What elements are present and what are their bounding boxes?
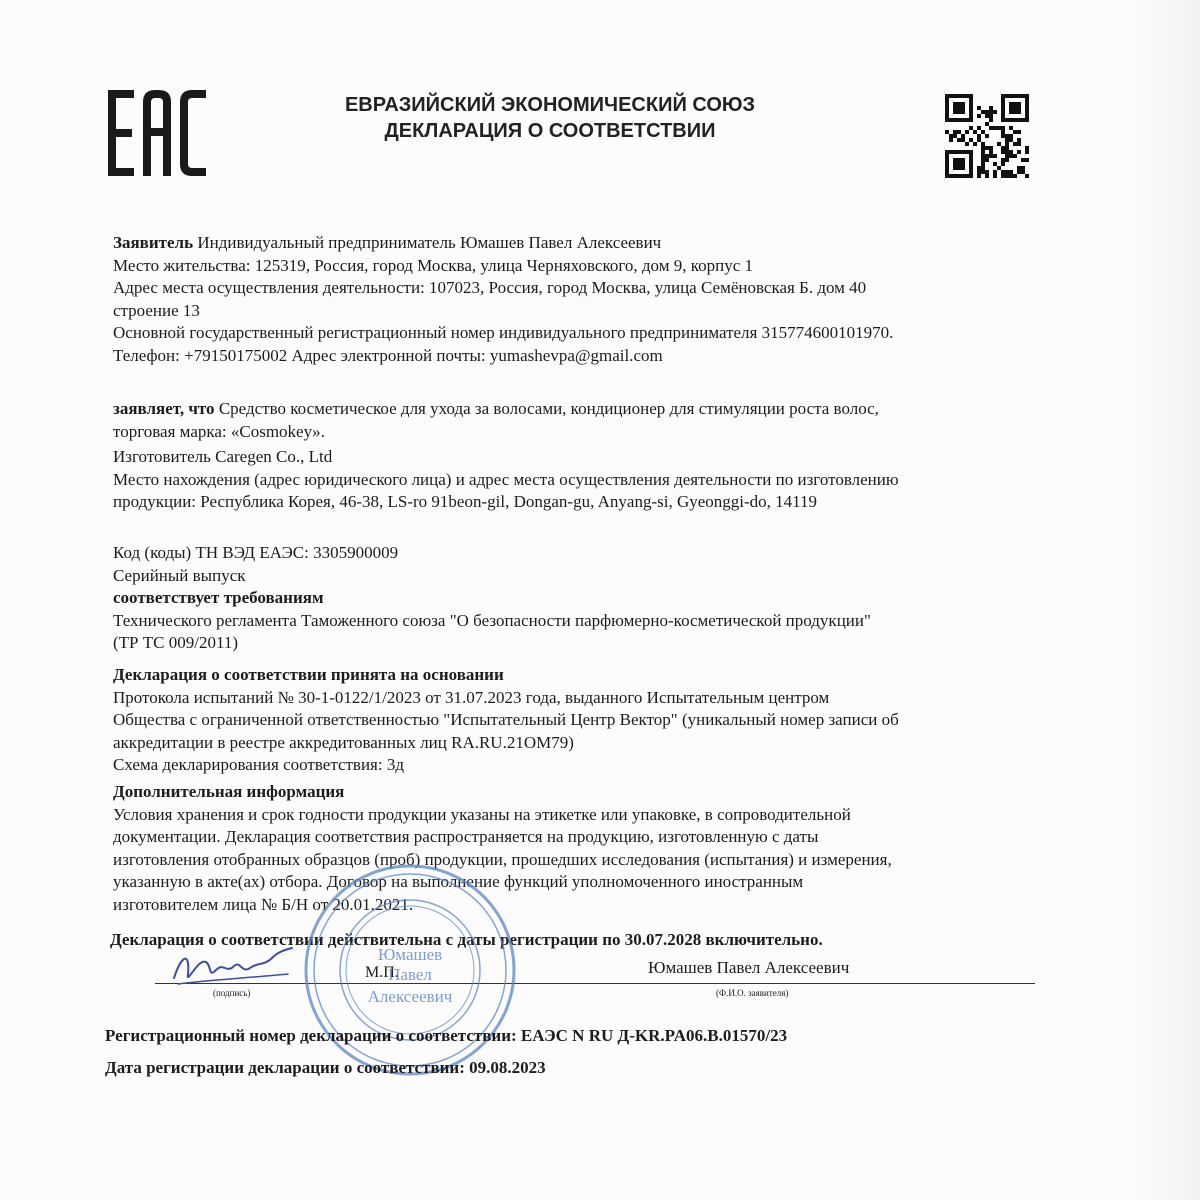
basis-line-3: аккредитации в реестре аккредитованных лиц RA.RU.21OM79) — [113, 732, 574, 752]
stamp-text-3: Алексеевич — [367, 987, 453, 1006]
additional-line-2: документации. Декларация соответствия распространяется на продукцию, изготовленную с даты — [113, 827, 819, 846]
additional-label: Дополнительная информация — [113, 782, 345, 801]
declaration-scheme: Схема декларирования соответствия: 3д — [113, 755, 404, 774]
basis-line-2: Общества с ограниченной ответственностью "Испытательный Центр Вектор" (уникальный номер записи об — [113, 710, 899, 729]
product-trademark: торговая марка: «Cosmokey». — [113, 421, 325, 441]
qr-code-icon — [945, 94, 1029, 178]
validity-statement: Декларация о соответствии действительна с даты регистрации по 30.07.2028 включительно. — [110, 930, 823, 949]
handwritten-signature — [168, 944, 298, 992]
declares-label: заявляет, что — [113, 399, 215, 418]
signature-caption: (подпись) — [213, 988, 251, 998]
product-description: Средство косметическое для ухода за волосами, кондиционер для стимуляции роста волос, — [214, 399, 879, 418]
hs-code: Код (коды) ТН ВЭД ЕАЭС: 3305900009 — [113, 543, 399, 562]
qr-code — [945, 94, 1029, 178]
additional-info-section — [113, 781, 1073, 916]
additional-line-1: Условия хранения и срок годности продукции указаны на этикетке или упаковке, в сопроводительной — [113, 804, 851, 824]
additional-line-5: изготовителем лица № Б/Н от 20.01.2021. — [113, 894, 414, 914]
applicant-activity-address: Адрес места осуществления деятельности: 107023, Россия, город Москва, улица Семёновская Б. дом 40 — [113, 278, 867, 297]
seal-placeholder-label: М.П. — [365, 964, 399, 981]
applicant-contacts: Телефон: +79150175002 Адрес электронной почты: yumashevpa@gmail.com — [113, 345, 663, 365]
registration-date: Дата регистрации декларации о соответствии: 09.08.2023 — [105, 1058, 546, 1077]
conformity-section — [113, 542, 1073, 655]
basis-section — [113, 664, 1073, 777]
regulation-code: (ТР ТС 009/2011) — [113, 633, 238, 652]
applicant-section — [113, 232, 1073, 367]
title-union: ЕВРАЗИЙСКИЙ ЭКОНОМИЧЕСКИЙ СОЮЗ — [344, 94, 756, 116]
manufacturer: Изготовитель Caregen Co., Ltd — [113, 447, 333, 466]
stamp-text-1: Юмашев — [377, 945, 443, 964]
additional-line-3: изготовления отобранных образцов (проб) продукции, прошедших исследования (испытания) и измерения, — [113, 849, 892, 869]
stamp-text-2: Павел — [388, 965, 432, 984]
name-caption: (Ф.И.О. заявителя) — [716, 988, 789, 998]
regulation: Технического регламента Таможенного союза "О безопасности парфюмерно-косметической продукции" — [113, 610, 871, 630]
eac-logo — [108, 90, 208, 176]
applicant-activity-address-cont: строение 13 — [113, 300, 200, 320]
conforms-label: соответствует требованиям — [113, 588, 324, 607]
basis-label: Декларация о соответствии принята на основании — [113, 665, 504, 684]
additional-line-4: указанную в акте(ах) отбора. Договор на выполнение функций уполномоченного иностранным — [113, 872, 804, 891]
registration-number: Регистрационный номер декларации о соответствии: ЕАЭС N RU Д-KR.PA06.B.01570/23 — [105, 1026, 788, 1045]
release-type: Серийный выпуск — [113, 565, 246, 585]
applicant-name: Индивидуальный предприниматель Юмашев Павел Алексеевич — [193, 233, 662, 252]
company-stamp — [300, 860, 520, 1080]
applicant-residence: Место жительства: 125319, Россия, город Москва, улица Черняховского, дом 9, корпус 1 — [113, 255, 754, 275]
document-title — [300, 92, 800, 144]
eac-mark-icon — [108, 90, 208, 176]
title-declaration: ДЕКЛАРАЦИЯ О СООТВЕТСТВИИ — [384, 120, 716, 142]
signer-name: Юмашев Павел Алексеевич — [648, 958, 850, 977]
product-section — [113, 398, 1073, 514]
manufacturer-address: Место нахождения (адрес юридического лица) и адрес места осуществления деятельности по изготовлению — [113, 469, 899, 489]
page-edge-shadow — [1130, 0, 1200, 1200]
manufacturer-address-cont: продукции: Республика Корея, 46-38, LS-ro 91beon-gil, Dongan-gu, Anyang-si, Gyeonggi-do, 14119 — [113, 492, 818, 511]
applicant-ogrnip: Основной государственный регистрационный номер индивидуального предпринимателя 315774600101970. — [113, 323, 894, 342]
basis-line-1: Протокола испытаний № 30-1-0122/1/2023 от 31.07.2023 года, выданного Испытательным центром — [113, 687, 830, 707]
applicant-label: Заявитель — [113, 233, 194, 252]
